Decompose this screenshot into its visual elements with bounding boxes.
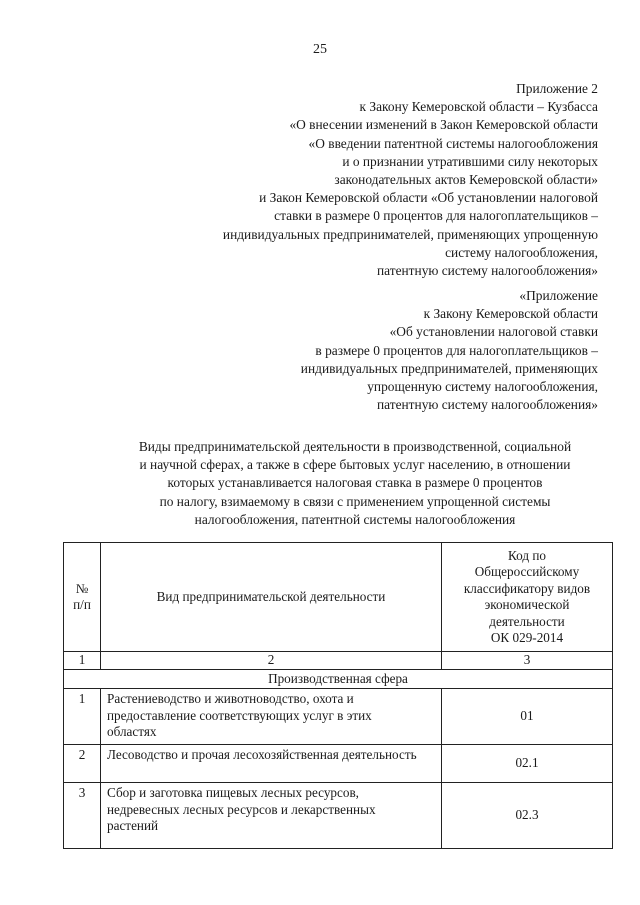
table-row — [64, 745, 613, 783]
appendix-main-line: упрощенную систему налогообложения, — [367, 379, 598, 395]
row-code: 02.3 — [442, 783, 613, 849]
row-activity-line: растений — [107, 818, 159, 833]
appendix-2-line: индивидуальных предпринимателей, применяющих упрощенную — [222, 226, 598, 242]
row-code: 01 — [442, 689, 613, 745]
page-number: 25 — [313, 42, 327, 57]
appendix-main-line: патентную систему налогообложения» — [376, 397, 598, 413]
title-line: которых устанавливается налоговая ставка в размере 0 процентов — [167, 475, 543, 491]
appendix-2-line: патентную систему налогообложения» — [376, 263, 598, 279]
row-activity-line: недревесных лесных ресурсов и лекарственных — [107, 801, 376, 817]
table-row — [64, 783, 613, 849]
row-activity-line: Сбор и заготовка пищевых лесных ресурсов, — [107, 785, 359, 800]
row-code: 02.1 — [442, 745, 613, 783]
appendix-2-line: «О введении патентной системы налогообложения — [308, 135, 598, 151]
title-line: и научной сферах, а также в сфере бытовых услуг населению, в отношении — [139, 457, 571, 473]
appendix-2-line: Приложение 2 — [516, 81, 598, 96]
header-code-line: Код по — [507, 547, 546, 563]
table-row — [64, 689, 613, 745]
table-header-row — [64, 543, 613, 652]
header-num-abbr: п/п — [73, 597, 91, 612]
header-code-line: деятельности — [489, 613, 565, 629]
row-activity: Лесоводство и прочая лесохозяйственная деятельность — [101, 745, 442, 783]
title-line: Виды предпринимательской деятельности в производственной, социальной — [138, 439, 572, 454]
appendix-2-line: ставки в размере 0 процентов для налогоплательщиков – — [274, 208, 598, 224]
document-title — [60, 438, 640, 529]
row-activity-line: Растениеводство и животноводство, охота и — [107, 691, 354, 706]
column-index: 1 — [64, 652, 101, 670]
header-code-line: экономической — [484, 597, 570, 612]
appendix-2-heading — [223, 80, 598, 280]
header-num-symbol: № — [75, 580, 89, 596]
section-row — [64, 670, 613, 689]
column-index: 3 — [442, 652, 613, 670]
appendix-2-line: и о признании утратившими силу некоторых — [342, 153, 598, 169]
appendix-2-line: и Закон Кемеровской области «Об установлении налоговой — [259, 190, 598, 206]
header-code — [442, 543, 613, 652]
appendix-main-line: в размере 0 процентов для налогоплательщиков – — [315, 342, 598, 358]
appendix-main-line: «Приложение — [519, 288, 598, 303]
header-num — [64, 543, 101, 652]
appendix-2-line: к Закону Кемеровской области – Кузбасса — [359, 99, 598, 115]
appendix-2-line: систему налогообложения, — [445, 244, 598, 260]
appendix-main-line: «Об установлении налоговой ставки — [389, 324, 598, 340]
header-code-line: классификатору видов — [463, 580, 591, 596]
row-number: 1 — [64, 689, 101, 745]
appendix-2-line: «О внесении изменений в Закон Кемеровской области — [289, 117, 598, 133]
activity-table — [63, 542, 613, 849]
header-code-line: ОК 029-2014 — [490, 630, 564, 645]
title-line: налогообложения, патентной системы налогообложения — [194, 511, 516, 527]
section-title: Производственная сфера — [64, 670, 613, 689]
row-activity — [101, 783, 442, 849]
appendix-main-line: индивидуальных предпринимателей, применяющих — [300, 360, 598, 376]
row-activity-line: предоставление соответствующих услуг в этих — [107, 707, 372, 723]
column-index: 2 — [101, 652, 442, 670]
row-number: 3 — [64, 783, 101, 849]
column-index-row — [64, 652, 613, 670]
row-activity — [101, 689, 442, 745]
appendix-2-line: законодательных актов Кемеровской области» — [334, 172, 598, 188]
title-line: по налогу, взимаемому в связи с применением упрощенной системы — [159, 493, 551, 509]
appendix-main-heading — [301, 287, 598, 414]
row-number: 2 — [64, 745, 101, 783]
row-activity-line: областях — [107, 724, 157, 739]
header-code-line: Общероссийскому — [474, 564, 580, 579]
appendix-main-line: к Закону Кемеровской области — [423, 306, 598, 322]
header-activity: Вид предпринимательской деятельности — [101, 543, 442, 652]
